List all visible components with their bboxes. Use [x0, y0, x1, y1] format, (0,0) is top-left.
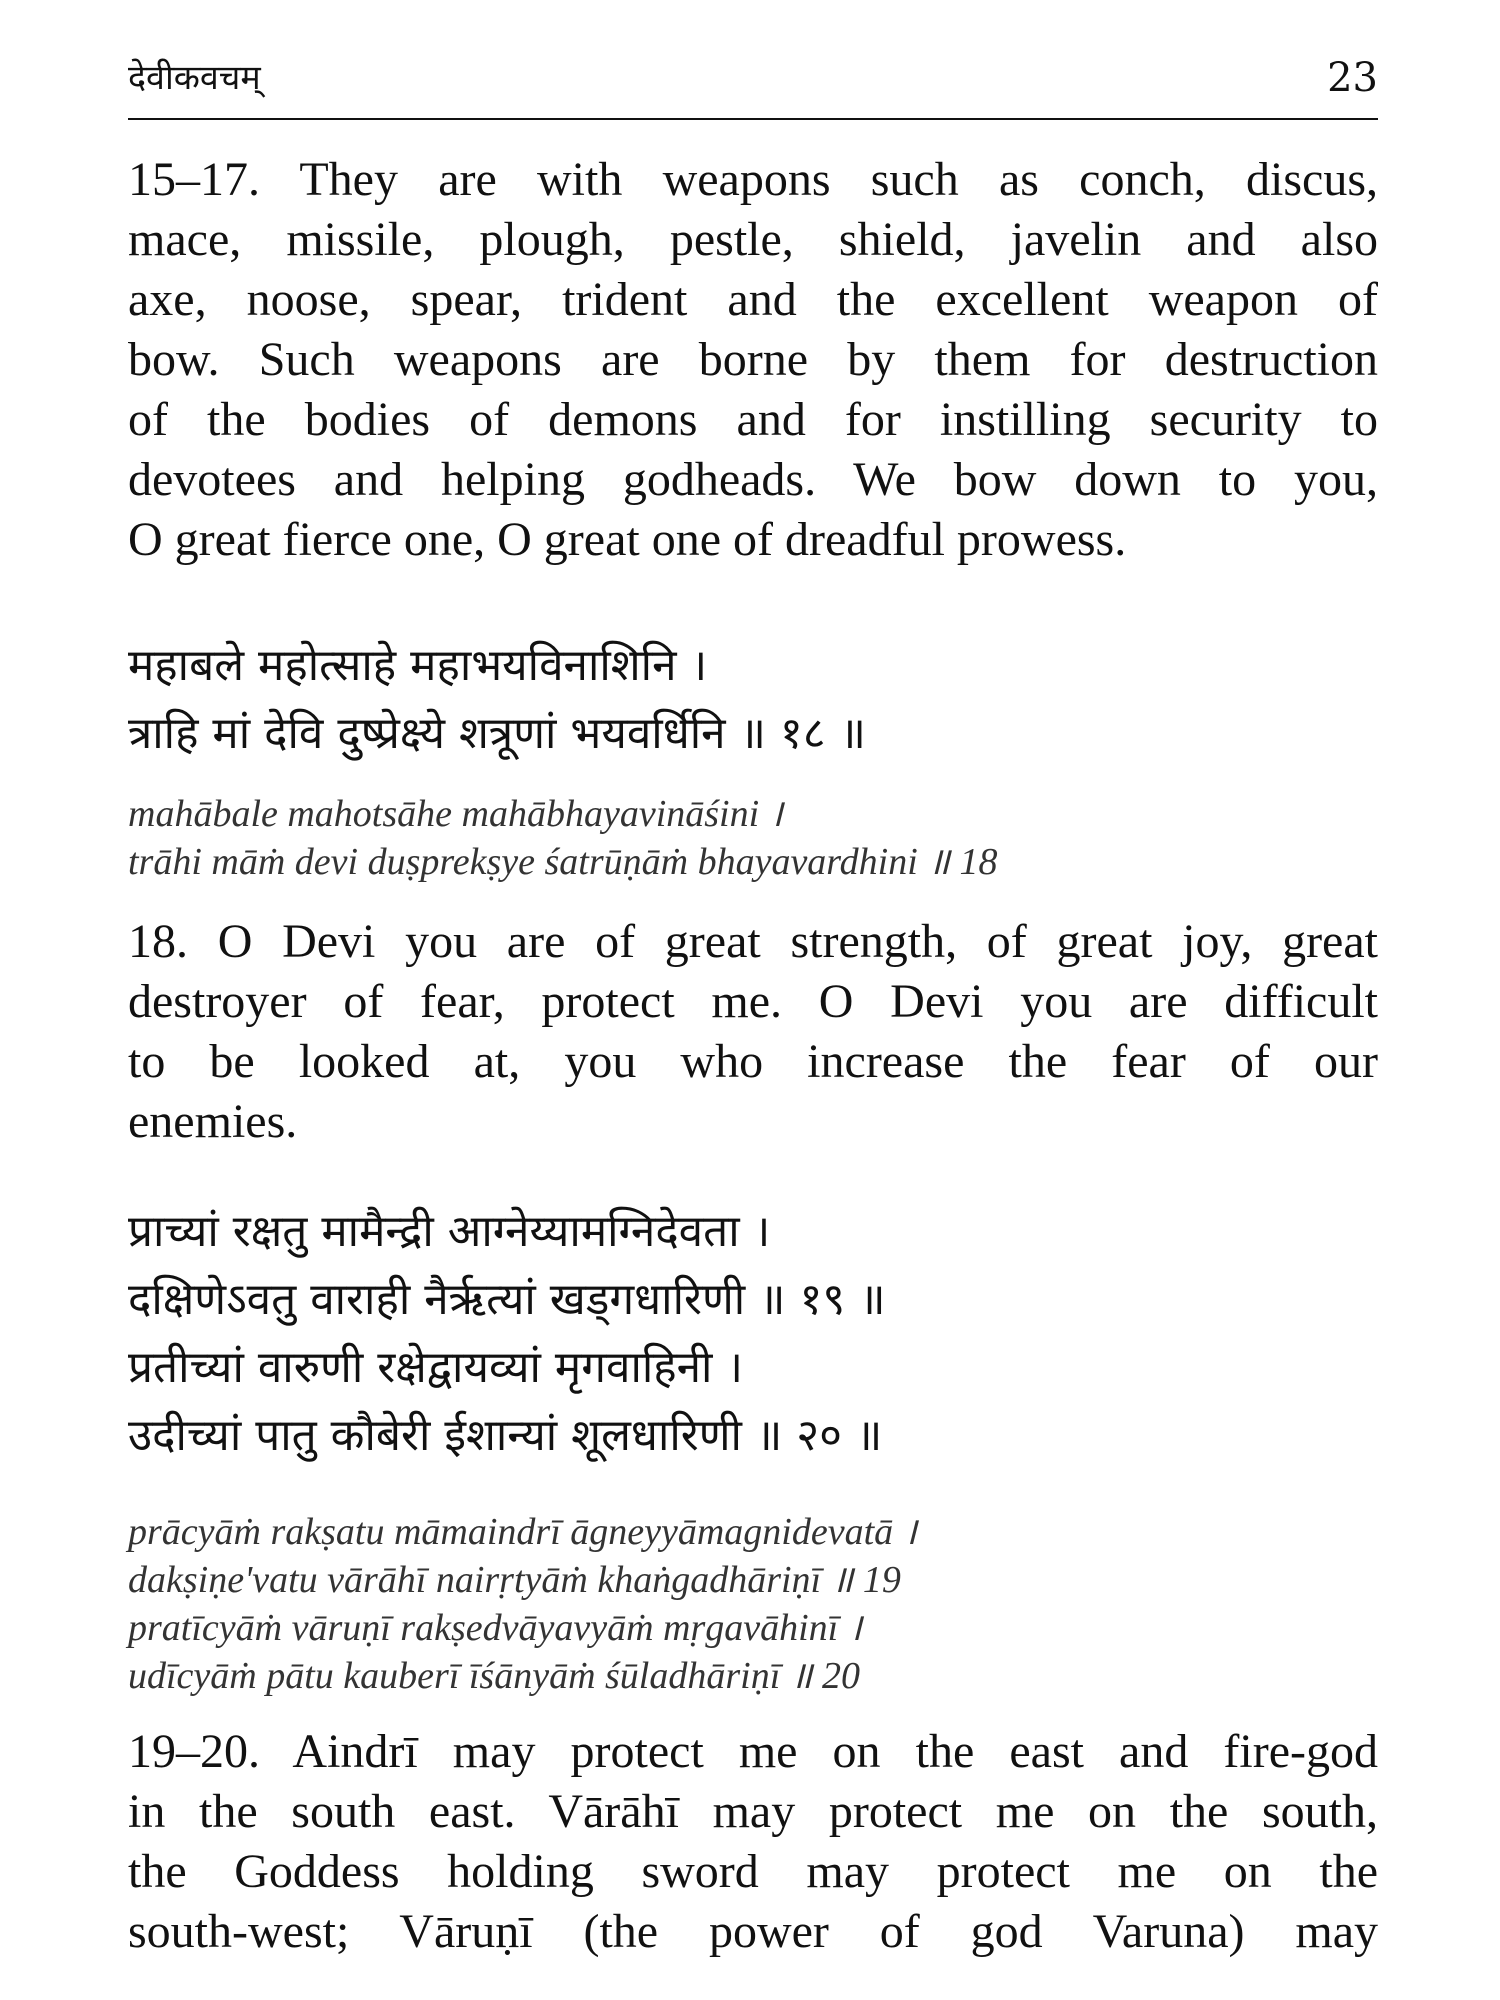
header-rule: [128, 118, 1378, 120]
running-header: [128, 48, 1378, 108]
transliteration-line: udīcyāṁ pātu kauberī īśānyāṁ śūladhāriṇī ॥ 20: [128, 1655, 861, 1697]
text-line: the Goddess holding sword may protect me on the: [128, 1845, 1378, 1898]
verse-19-20-devanagari: [128, 1198, 1378, 1470]
paragraph-18: [128, 912, 1378, 1152]
text-line: 19–20. Aindrī may protect me on the east and fire-god: [128, 1725, 1378, 1778]
verse-line: दक्षिणेऽवतु वाराही नैर्ऋत्यां खड्गधारिणी ॥ १९ ॥: [128, 1274, 886, 1325]
text-line: 18. O Devi you are of great strength, of great joy, great: [128, 915, 1378, 968]
transliteration-line: trāhi māṁ devi duṣprekṣye śatrūṇāṁ bhayavardhini ॥ 18: [128, 841, 998, 883]
verse-line: प्राच्यां रक्षतु मामैन्द्री आग्नेय्यामग्निदेवता ।: [128, 1206, 771, 1257]
paragraph-19-20: [128, 1722, 1378, 1962]
text-line: to be looked at, you who increase the fear of our: [128, 1035, 1378, 1088]
text-line: south-west; Vāruṇī (the power of god Varuna) may: [128, 1905, 1378, 1958]
verse-18-devanagari: [128, 632, 1378, 768]
text-line: axe, noose, spear, trident and the excellent weapon of: [128, 273, 1378, 326]
text-line: of the bodies of demons and for instilling security to: [128, 393, 1378, 446]
verse-line: महाबले महोत्साहे महाभयविनाशिनि ।: [128, 640, 708, 691]
text-line: 15–17. They are with weapons such as conch, discus,: [128, 153, 1378, 206]
text-line: bow. Such weapons are borne by them for destruction: [128, 333, 1378, 386]
text-line: enemies.: [128, 1095, 298, 1148]
verse-18-transliteration: [128, 790, 1378, 886]
transliteration-line: dakṣiṇe'vatu vārāhī nairṛtyāṁ khaṅgadhāriṇī ॥ 19: [128, 1559, 901, 1601]
paragraph-15-17: [128, 150, 1378, 570]
verse-line: त्राहि मां देवि दुष्प्रेक्ष्ये शत्रूणां भयवर्धिनि ॥ १८ ॥: [128, 708, 867, 759]
verse-19-20-transliteration: [128, 1508, 1378, 1700]
verse-line: उदीच्यां पातु कौबेरी ईशान्यां शूलधारिणी ॥ २० ॥: [128, 1410, 883, 1461]
transliteration-line: mahābale mahotsāhe mahābhayavināśini ।: [128, 793, 784, 835]
verse-line: प्रतीच्यां वारुणी रक्षेद्वायव्यां मृगवाहिनी ।: [128, 1342, 744, 1393]
text-line: destroyer of fear, protect me. O Devi you are difficult: [128, 975, 1378, 1028]
text-line: in the south east. Vārāhī may protect me on the south,: [128, 1785, 1378, 1838]
running-title: देवीकवचम्: [128, 58, 261, 98]
text-line: O great fierce one, O great one of dreadful prowess.: [128, 513, 1127, 566]
transliteration-line: prācyāṁ rakṣatu māmaindrī āgneyyāmagnidevatā ।: [128, 1511, 918, 1553]
transliteration-line: pratīcyāṁ vāruṇī rakṣedvāyavyāṁ mṛgavāhinī ।: [128, 1607, 863, 1649]
page-number: 23: [1327, 55, 1378, 101]
text-line: mace, missile, plough, pestle, shield, javelin and also: [128, 213, 1378, 266]
text-line: devotees and helping godheads. We bow down to you,: [128, 453, 1378, 506]
